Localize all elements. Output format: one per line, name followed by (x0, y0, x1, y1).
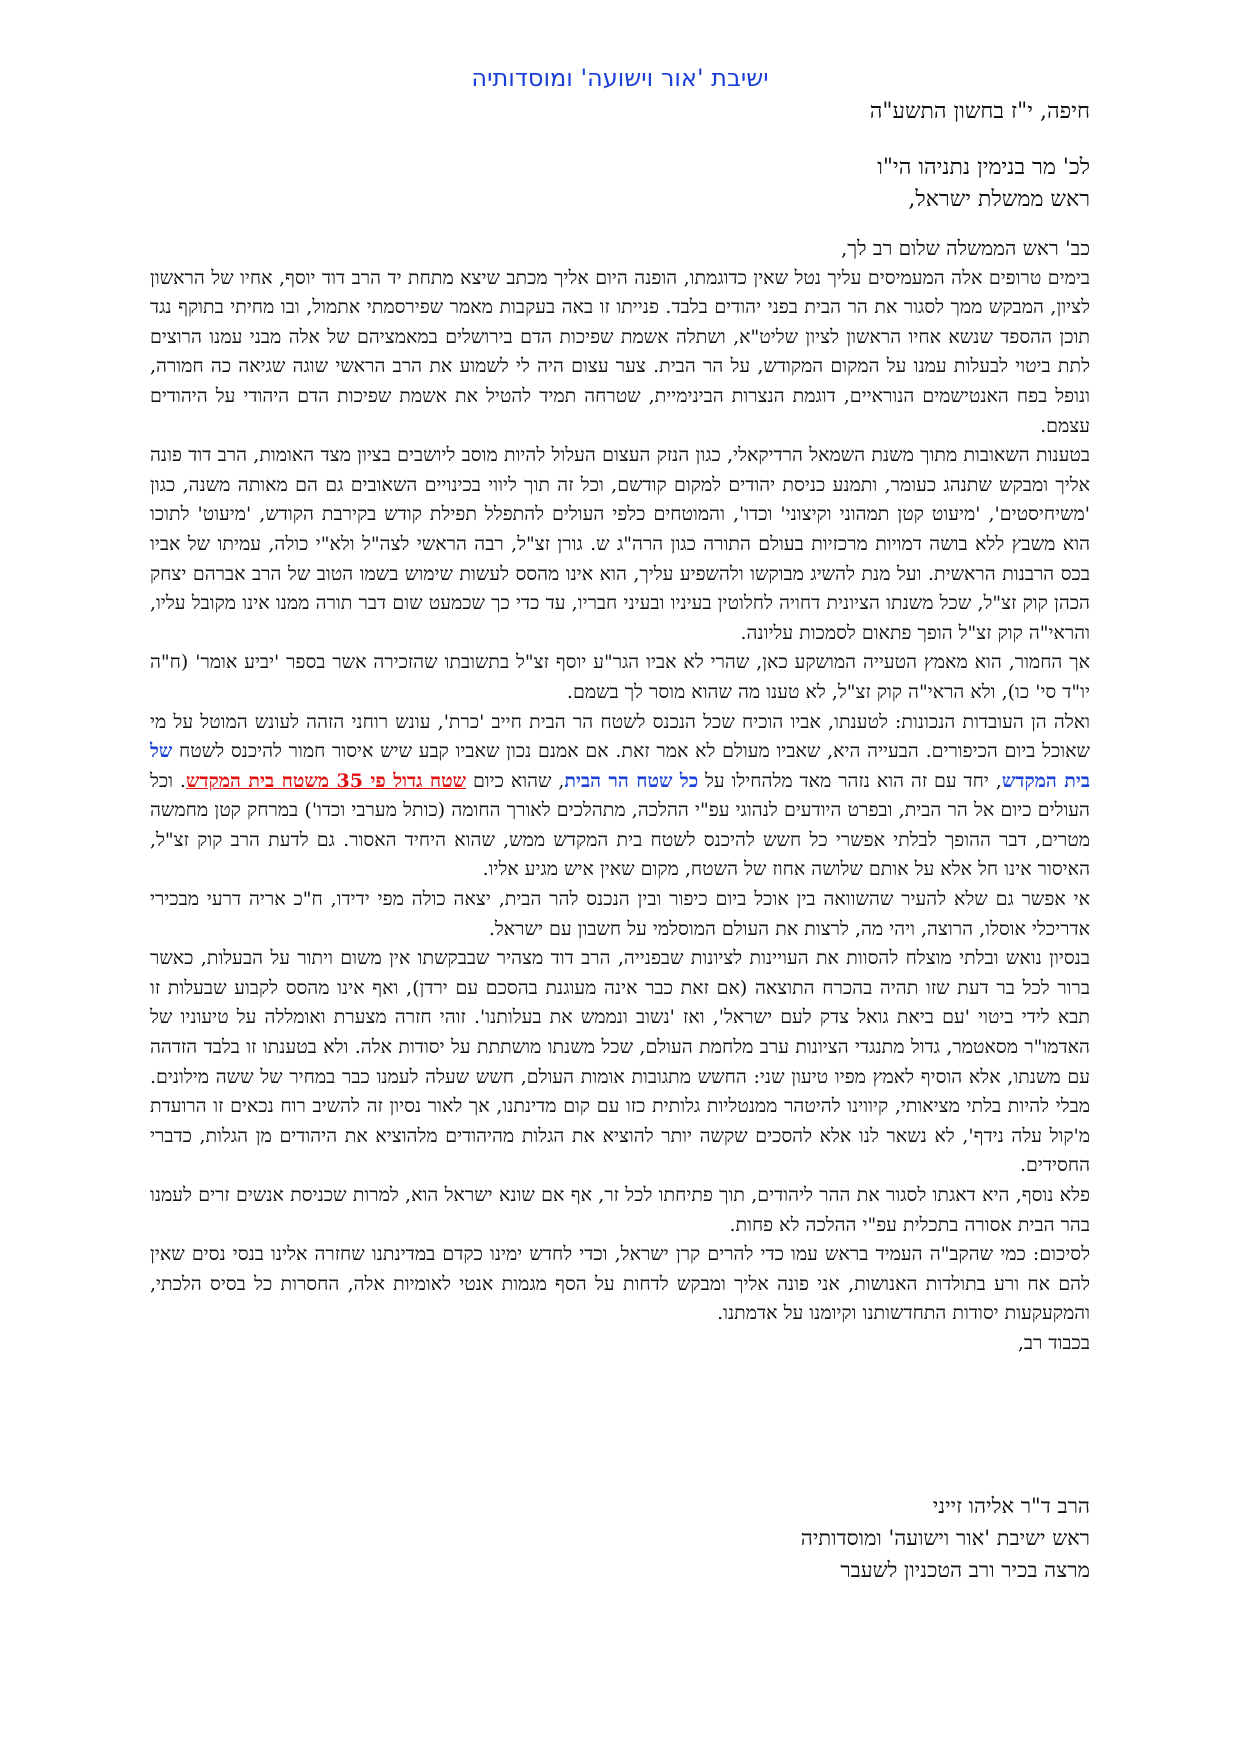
recipient-block (877, 152, 1090, 216)
paragraph-4-part-a: ואלה הן העובדות הנכונות: לטענתו, אביו הוכיח שכל הנכנס לשטח הר הבית חייב 'כרת', עונש רוחני הזהה לעונש המוטל על מי שאוכל ביום הכיפורים. הבעייה היא, שאביו מעולם לא אמר זאת. אם אמנם נכון שאביו קבע שיש איסור חמור להיכנס לשטח (150, 710, 1090, 763)
paragraph-4-part-c: , יחד עם זה הוא נזהר מאד מלהחילו על (698, 769, 1002, 792)
signature-affiliation: מרצה בכיר ורב הטכניון לשעבר (840, 1558, 1090, 1582)
closing-line: בכבוד רב, (1017, 1331, 1090, 1354)
letter-body (150, 234, 1090, 1359)
date-line: חיפה, י"ז בחשון התשע"ה (869, 99, 1090, 124)
signature-block (801, 1490, 1090, 1586)
signature-role: ראש ישיבת 'אור וישועה' ומוסדותיה (800, 1526, 1090, 1550)
paragraph-8: לסיכום: כמי שהקב"ה העמיד בראש עמו כדי להרים קרן ישראל, וכדי לחדש ימינו כקדם במדינתנו שחזרה אלינו בנסי נסים שאין להם אח ורע בתולדות האנושות, אני פונה אליך ומבקש לדחות על הסף מגמות אנטי לאומיות אלה, החסרות כל בסיס הלכתי, והמקעקעות יסודות התחדשותנו וקיומנו על אדמתנו. (150, 1243, 1090, 1325)
paragraph-7: פלא נוסף, היא דאגתו לסגור את ההר ליהודים, תוך פתיחתו לכל זר, אף אם שונא ישראל הוא, למרות שכניסת אנשים זרים לעמנו בהר הבית אסורה בתכלית עפ"י ההלכה לא פחות. (150, 1184, 1090, 1236)
highlight-temple-mount-area: כל שטח הר הבית (564, 769, 699, 792)
letterhead-title: ישיבת 'אור וישועה' ומוסדותיה (471, 64, 769, 92)
paragraph-6: בנסיון נואש ובלתי מוצלח להסוות את העויינות לציונות שבפנייה, הרב דוד מצהיר שבבקשתו אין משום ויתור על הבעלות, כאשר ברור לכל בר דעת שזו תהיה בהכרח התוצאה (אם זאת כבר אינה מעוגנת בהסכם עם ירדן), ואף אינו מהסס לקבוע שבעלות זו תבא לידי ביטוי 'עם ביאת גואל צדק לעם ישראל', ואז 'נשוב ונממש את בעלותנו'. זוהי חזרה מצערת ואומללה על טיעוניו של האדמו"ר מסאטמר, גדול מתנגדי הציונות ערב מלחמת העולם, שכל משנתו מושתתת על יסודות אלה. ולא בטענתו זו בלבד הזדהה עם משנתו, אלא הוסיף לאמץ מפיו טיעון שני: החשש מתגובות אומות העולם, חשש שעלה לעמנו כבר במחיר של ששה מילונים. מבלי להיות בלתי מציאותי, קיווינו להיטהר ממנטליות גלותית כזו עם קום מדינתנו, אך לאור נסיון זה להשיב רוח נכאים זו הרועדת מ'קול עלה נידף', לא נשאר לנו אלא להסכים שקשה יותר להוציא את הגלות מהיהודים מלהוציא את היהודים מן הגלות, כדברי החסידים. (150, 947, 1091, 1177)
paragraph-2: בטענות השאובות מתוך משנת השמאל הרדיקאלי, כגון הנזק העצום העלול להיות מוסב ליושבים בציון מצד האומות, הרב דוד פונה אליך ומבקש שתנהג כעומר, ותמנע כניסת יהודים למקום קודשם, וכל זה תוך ליווי בכינויים השאובים גם הם מאותה משנה, כגון 'משיחיסטים', 'מיעוט קטן תמהוני וקיצוני' וכדו', והמוטחים כלפי העולים להתפלל תפילת קודש בקירבת הקודש, 'מיעוט' לתוכו הוא משבץ ללא בושה דמויות מרכזיות בעולם התורה כגון הרה"ג ש. גורן זצ"ל, רבה הראשי לצה"ל ולא"י כולה, עמיתו של אביו בכס הרבנות הראשית. ועל מנת להשיג מבוקשו ולהשפיע עליך, הוא אינו מהסס לעשות שימוש בשמו הטוב של הרב אברהם יצחק הכהן קוק זצ"ל, שכל משנתו הציונית דחויה לחלוטין בעיניו ובעיני חבריו, עד כדי כך שכמעט שום דבר תורה ממנו אינו מקובל עליו, והראי"ה קוק זצ"ל הופך פתאום לסמכות עליונה. (150, 444, 1090, 644)
highlight-35-times-area: שטח גדול פי 35 משטח בית המקדש (185, 769, 467, 792)
highlight-temple-area: של בית המקדש (150, 740, 1091, 792)
paragraph-4-part-g: . וכל העולים כיום אל הר הבית, ובפרט היודעים לנהוגי עפ"י ההלכה, מתהלכים לאורך החומה (כותל מערבי וכדו') במרחק קטן מחמשה מטרים, דבר ההופך לבלתי אפשרי כל חשש להיכנס לשטח בית המקדש ממש, שהוא היחיד האסור. גם לדעת הרב קוק זצ"ל, האיסור אינו חל אלא על אותם שלושה אחוז של השטח, מקום שאין איש מגיע אליו. (150, 769, 1090, 881)
paragraph-1: בימים טרופים אלה המעמיסים עליך נטל שאין כדוגמתו, הופנה היום אליך מכתב שיצא מתחת יד הרב דוד יוסף, אחיו של הראשון לציון, המבקש ממך לסגור את הר הבית בפני יהודים בלבד. פנייתו זו באה בעקבות מאמר שפירסמתי אתמול, ובו מחיתי בתוקף נגד תוכן ההספד שנשא אחיו הראשון לציון שליט"א, ושתלה אשמת שפיכות הדם בירושלים במאמציהם של אלה מבני עמנו הרוצים לתת ביטוי לבעלות עמנו על המקום המקודש, על הר הבית. צער עצום היה לי לשמוע את הרב הראשי שוגה שגיאה כה חמורה, ונופל בפח האנטישמים הנוראיים, דוגמת הנצרות הבינימיית, שטרחה תמיד להטיל את אשמת שפיכות הדם היהודי על היהודים עצמם. (150, 266, 1090, 437)
recipient-title: ראש ממשלת ישראל, (908, 187, 1090, 212)
paragraph-3: אך החמור, הוא מאמץ הטעייה המושקע כאן, שהרי לא אביו הגר"ע יוסף זצ"ל בתשובתו שהזכירה אשר בספר 'יביע אומר' (ח"ה יו"ד סי' כו), ולא הראי"ה קוק זצ"ל, לא טענו מה שהוא מוסר לך בשמם. (150, 651, 1090, 703)
paragraph-4-part-e: , שהוא כיום (466, 769, 565, 792)
paragraph-5: אי אפשר גם שלא להעיר שהשוואה בין אוכל ביום כיפור ובין הנכנס להר הבית, יצאה כולה מפי ידידו, ח"כ אריה דרעי מבכירי אדריכלי אוסלו, הרוצה, ויהי מה, לרצות את העולם המוסלמי על חשבון עם ישראל. (150, 888, 1090, 940)
recipient-name: לכ' מר בנימין נתניהו הי"ו (877, 155, 1090, 180)
signature-name: הרב ד"ר אליהו זייני (932, 1494, 1090, 1518)
paragraph-4 (150, 708, 1090, 886)
greeting: כב' ראש הממשלה שלום רב לך, (840, 236, 1090, 260)
